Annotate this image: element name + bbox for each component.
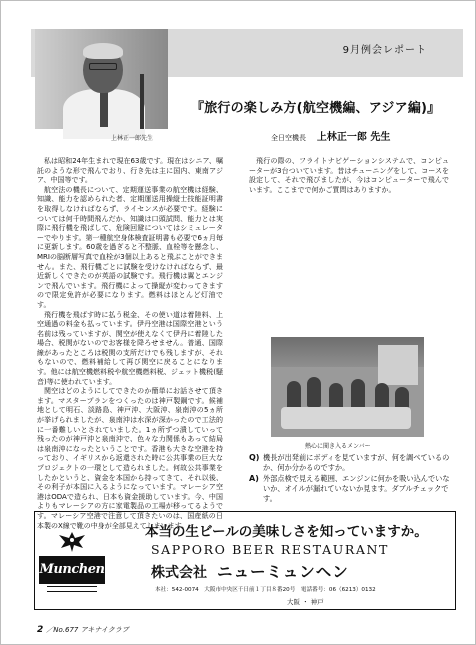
ad-company-prefix: 株式会社	[151, 565, 207, 581]
speaker-photo-caption: 上林正一郎先生	[111, 135, 154, 142]
ad-branches: 大阪 ・ 神戸	[287, 598, 324, 606]
article-paragraph: 私は昭和24年生まれで現在63歳です。現在はシニア、嘱託のような形で飛んでおり、行き先は主に国内、東南アジア、中国等です。	[37, 157, 223, 185]
logo-wordmark: Munchen	[39, 556, 105, 584]
qa-mark: Q)	[249, 453, 260, 462]
page-footer	[37, 625, 129, 635]
article-paragraph: 飛行の際の、フライトナビゲーションシステムで、コンピューターが3台ついています。昔はチューニングをして、コースを設定して、それで飛びましたが、今はコンピューターで飛んでいます。ここまでで何かご質問はありますか。	[249, 157, 449, 194]
ad-headline: 本当の生ビールの美味しさを知っていますか。	[145, 524, 428, 540]
page-number: 2	[37, 625, 44, 635]
club-name: アキナイクラブ	[80, 626, 129, 634]
article-paragraph: 航空法の機長について、定期運送事業の航空機は経験、知識、能力を認められた者、定期運送用操縦士技能証明書を取得しなければならず、ライセンスが必要です。経験については何千時間飛んだか、知識は口頭試問、能力とは実際に飛行機を飛ばして、危険回避についてはシミュレーターでやります。第一種航空身体検査証明書も必要で6ヵ月毎に更新します。60歳を過ぎると不整脈、血栓等を懸念し、MRIの脳断層写真で血栓が3個以上あると飛ぶことができません。また、飛行機ごとに試験を受けなければならず、最近新しくできたのが英語の試験です。飛行機は翼とエンジンで飛んでいます。飛行機によって操縦が変わってきますので限定免許が必要になります。燃料はほとんど灯油です。	[37, 185, 223, 309]
speaker-name: 上林正一郎 先生	[316, 132, 391, 143]
article-body-right-column	[249, 157, 449, 333]
speaker-line	[271, 128, 390, 143]
article-paragraph: 飛行機を飛ばす時に払う税金、その使い道は着陸料、上空通過の料金も払っています。伊丹空港は国際空港という名前は残っていますが、関空が使えなくて伊丹に着陸した場合、税関がないのでお客様を降ろせません。普通、国際線があったところは税関の支所だけでも残しますが、それもないので、燃料補給して再び関空に戻ることになります。他には航空機燃料税や航空機燃料税、ジェット機税(騒音)等に使われています。	[37, 310, 223, 386]
article-title: 『旅行の楽しみ方(航空機編、アジア編)』	[191, 101, 441, 116]
group-photo-caption: 熱心に聞き入るメンバー	[305, 443, 371, 450]
qa-section	[249, 453, 454, 505]
article-paragraph: 関空はどのようにしてできたのか簡単にお話させて頂きます。マスタープランをつくったのは神戸製鋼です。候補地として明石、淡路島、神戸沖、大阪沖、泉南沖の5ヵ所が挙げられましたが、泉南沖は水深が深かったので工法的に一番難しいとされていました。1ヵ所ずつ潰していって残ったのが神戸沖と泉南沖で、色々な力関係もあって結局は泉南沖になったということです。香港も大きな空港を持っており、イギリスから返還された時に公共事業の巨大なプロジェクトの一環として造られました。何故公共事業をしたかというと、資金を本国から持ってきて、それ以後、その利子が本国に入るようになっています。マレーシア空港はODAで造られ、日本も資金援助しています。今、中国よりもマレーシアの方に家電製品の工場が移ってるようです。マレーシア空港で注意して頂きたいのは、国産紙の日本製のX線で靴の中身が全部見えてしまいます。	[37, 387, 223, 530]
qa-mark: A)	[249, 474, 259, 483]
group-photo	[271, 337, 424, 437]
article-body-left-column	[37, 157, 223, 530]
advertisement-box	[34, 511, 456, 610]
ad-restaurant-name: SAPPORO BEER RESTAURANT	[151, 542, 389, 557]
munchen-logo	[39, 530, 105, 600]
report-label: 9月例会レポート	[342, 45, 427, 56]
ad-company	[151, 560, 349, 582]
speaker-photo	[35, 29, 168, 129]
qa-text: 外部点検で見える範囲、エンジンに何かを吸い込んでいないか、オイルが漏れていないか見ます。ダブルチェックです。	[263, 474, 450, 503]
ad-company-name: ニューミュンヘン	[217, 563, 349, 581]
ad-address: 本社：542-0074 大阪市中央区千日前１丁目８番20号 電話番号：06（6213）0132	[155, 587, 376, 593]
eagle-crest-icon	[57, 530, 87, 554]
issue-number: ／No.677	[46, 626, 79, 634]
speaker-org: 全日空機長	[271, 134, 306, 142]
qa-question	[249, 453, 454, 473]
qa-text: 機長が出発前にボディを見ていますが、何を調べているのか、何か分かるのですか。	[263, 453, 450, 472]
qa-answer	[249, 474, 454, 504]
